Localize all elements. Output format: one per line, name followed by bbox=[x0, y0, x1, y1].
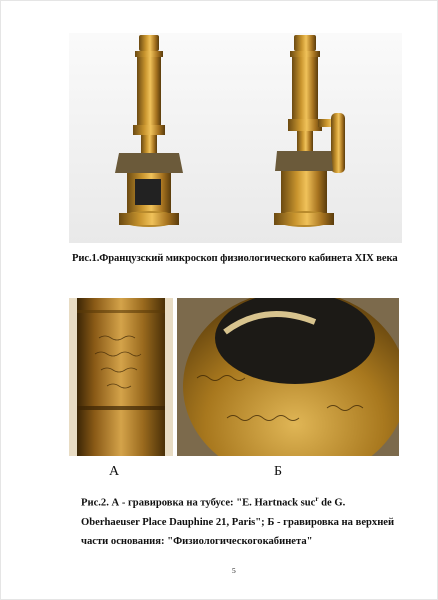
figure-2b-label: Б bbox=[274, 464, 283, 479]
figure-1-caption: Рис.1.Французский микроскоп физиологического кабинета XIX века bbox=[72, 253, 398, 264]
figure-1-microscope-photos bbox=[69, 33, 402, 243]
caption-line-3: части основания: "Физиологическогокабинета" bbox=[81, 535, 313, 547]
figure-2a-tube-engraving-photo bbox=[69, 298, 173, 456]
caption-line-1: Рис.2. А - гравировка на тубусе: "E. Hartnack suc$^r$ de G. bbox=[81, 495, 346, 509]
figure-2b-base-engraving-photo bbox=[177, 298, 399, 456]
caption-line-2: Oberhaeuser Place Dauphine 21, Paris"; Б - гравировка на верхней bbox=[81, 516, 395, 528]
page-number: 5 bbox=[232, 566, 236, 575]
figure-2-caption bbox=[81, 490, 411, 551]
figure-2a-label: А bbox=[109, 464, 120, 479]
